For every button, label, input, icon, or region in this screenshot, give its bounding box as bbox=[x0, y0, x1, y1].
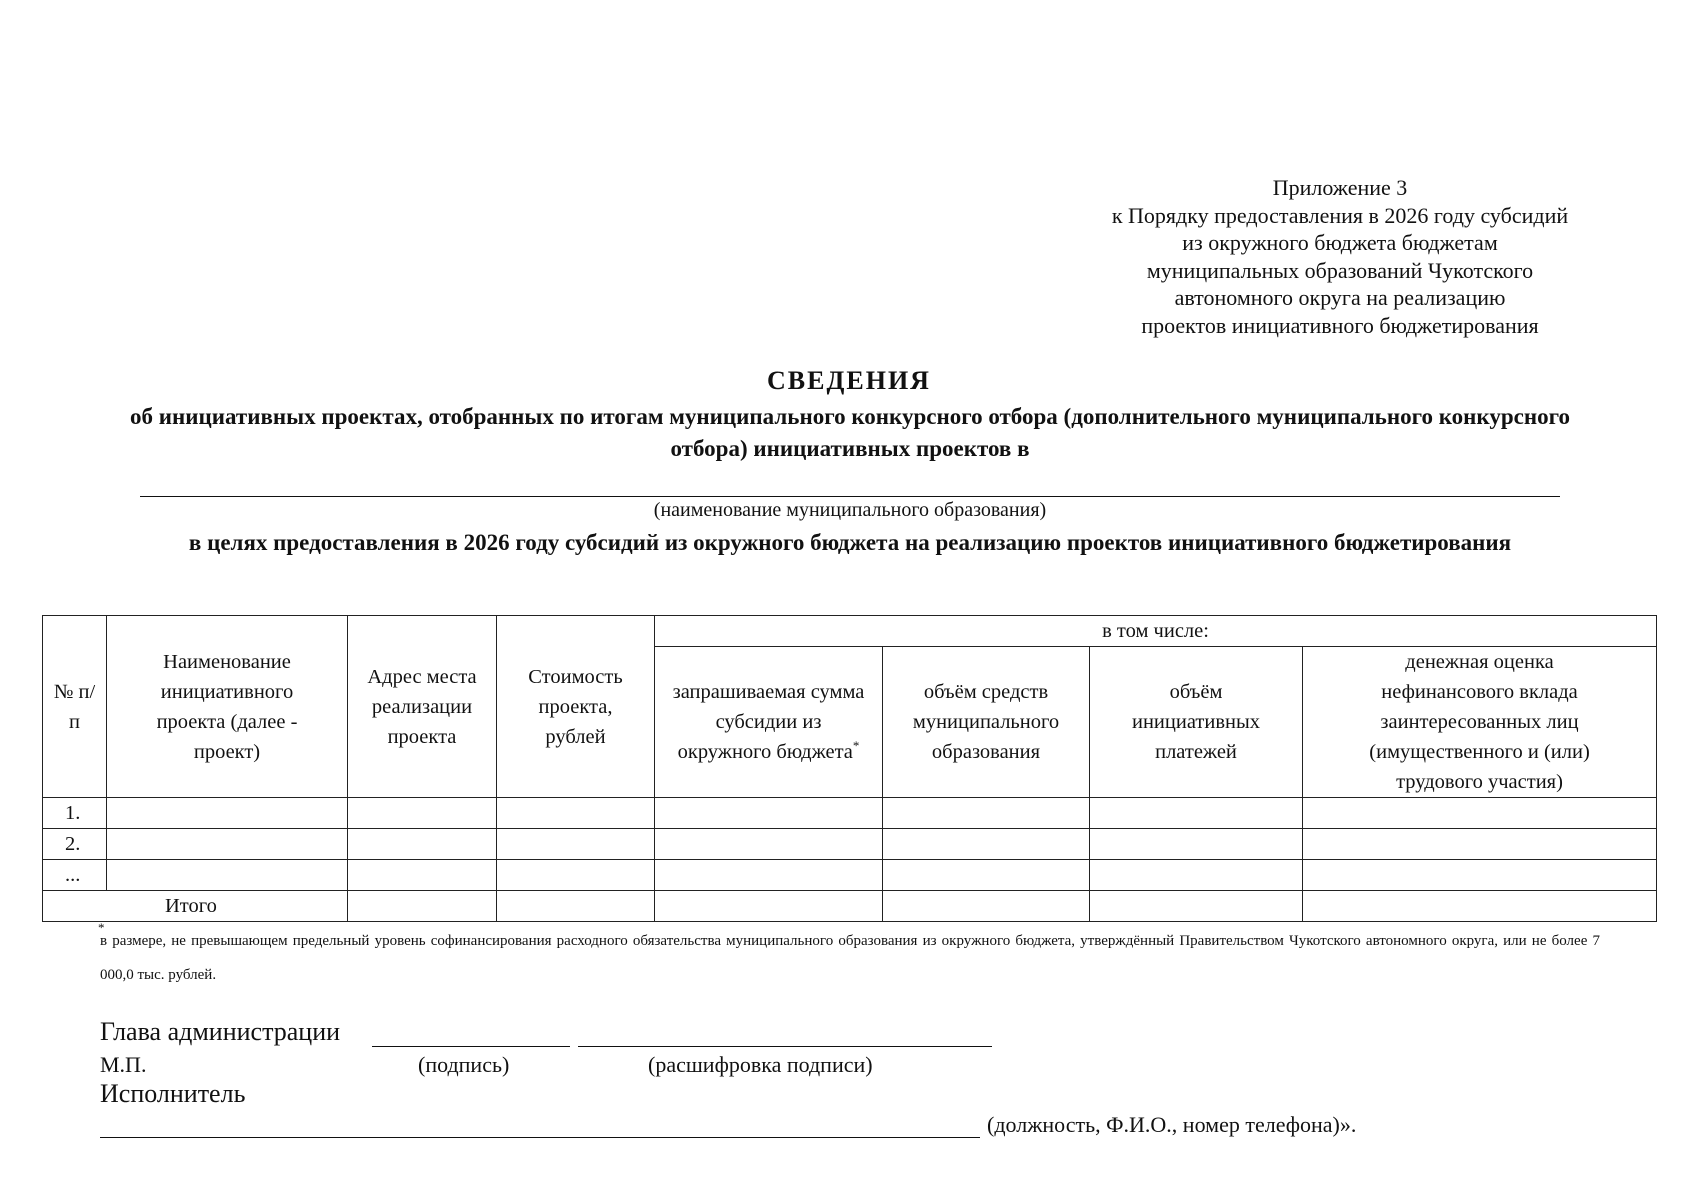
table-cell bbox=[655, 891, 883, 922]
table-cell bbox=[107, 860, 348, 891]
table-cell bbox=[1303, 860, 1657, 891]
table-cell bbox=[1303, 891, 1657, 922]
appendix-line: муниципальных образований Чукотского bbox=[1146, 257, 1534, 283]
header-address: Адрес места реализации проекта bbox=[348, 616, 497, 798]
table-cell bbox=[1090, 860, 1303, 891]
table-cell bbox=[497, 798, 655, 829]
signature-caption: (подпись) bbox=[418, 1052, 510, 1077]
table-cell bbox=[107, 829, 348, 860]
total-label: Итого bbox=[43, 891, 348, 922]
table-cell bbox=[348, 829, 497, 860]
table-cell bbox=[497, 829, 655, 860]
header-num: № п/п bbox=[43, 616, 107, 798]
footnote bbox=[98, 920, 1600, 992]
table-cell bbox=[348, 860, 497, 891]
table-cell bbox=[1090, 891, 1303, 922]
table-row bbox=[43, 860, 1657, 891]
table-row bbox=[43, 829, 1657, 860]
table-cell bbox=[1090, 829, 1303, 860]
signature-decode-line bbox=[578, 1046, 992, 1047]
appendix-line: к Порядку предоставления в 2026 году субсидий bbox=[1111, 202, 1569, 228]
table-total-row bbox=[43, 891, 1657, 922]
appendix-block bbox=[1080, 174, 1600, 339]
table-cell bbox=[883, 860, 1090, 891]
municipality-name-line bbox=[140, 496, 1560, 497]
projects-table bbox=[42, 615, 1657, 922]
appendix-line: автономного округа на реализацию bbox=[1174, 285, 1506, 310]
signature-decode-caption: (расшифровка подписи) bbox=[648, 1052, 873, 1077]
table-cell bbox=[348, 891, 497, 922]
table-cell bbox=[655, 798, 883, 829]
header-subsidy bbox=[655, 647, 883, 798]
document-purpose: в целях предоставления в 2026 году субсидий из окружного бюджета на реализацию проектов инициативного бюджетирования bbox=[188, 530, 1512, 555]
table-row bbox=[43, 798, 1657, 829]
table-cell bbox=[655, 860, 883, 891]
table-cell bbox=[348, 798, 497, 829]
header-group-including: в том числе: bbox=[655, 616, 1657, 647]
appendix-line: проектов инициативного бюджетирования bbox=[1141, 312, 1539, 338]
header-subsidy-text: запрашиваемая сумма субсидии из окружного бюджета bbox=[672, 681, 865, 763]
table-cell bbox=[655, 829, 883, 860]
document-title: СВЕДЕНИЯ bbox=[767, 366, 931, 395]
municipality-name-caption: (наименование муниципального образования) bbox=[653, 499, 1047, 521]
header-cost: Стоимость проекта, рублей bbox=[497, 616, 655, 798]
table-cell bbox=[883, 891, 1090, 922]
table-cell bbox=[1303, 798, 1657, 829]
signature-line bbox=[372, 1046, 570, 1047]
row-number: ... bbox=[43, 860, 107, 891]
table-cell bbox=[497, 860, 655, 891]
header-subsidy-mark: * bbox=[852, 738, 860, 754]
appendix-line: Приложение 3 bbox=[1272, 175, 1408, 200]
executor-label: Исполнитель bbox=[100, 1079, 246, 1108]
executor-caption: (должность, Ф.И.О., номер телефона)». bbox=[987, 1112, 1357, 1137]
table-cell bbox=[1090, 798, 1303, 829]
appendix-line: из окружного бюджета бюджетам bbox=[1182, 230, 1498, 255]
row-number: 1. bbox=[43, 798, 107, 829]
footnote-text: в размере, не превышающем предельный уровень софинансирования расходного обязательства муниципального образования из окружного бюджета, утверждённый Правительством Чукотского автономного округа, или не более 7 000,0 тыс. рублей. bbox=[100, 933, 1600, 983]
table-cell bbox=[1303, 829, 1657, 860]
header-municipal-funds: объём средств муниципального образования bbox=[883, 647, 1090, 798]
table-cell bbox=[107, 798, 348, 829]
head-of-administration-label: Глава администрации bbox=[100, 1017, 341, 1046]
table-cell bbox=[497, 891, 655, 922]
table-cell bbox=[883, 798, 1090, 829]
header-project-name: Наименование инициативного проекта (далее - проект) bbox=[107, 616, 348, 798]
table-cell bbox=[883, 829, 1090, 860]
document-subtitle: об инициативных проектах, отобранных по итогам муниципального конкурсного отбора (дополнительного муниципального конкурсного отбора) инициативных проектов в bbox=[130, 404, 1570, 461]
header-initiative-payments: объём инициативных платежей bbox=[1090, 647, 1303, 798]
row-number: 2. bbox=[43, 829, 107, 860]
header-nonfinancial-contribution: денежная оценка нефинансового вклада заинтересованных лиц (имущественного и (или) трудового участия) bbox=[1303, 647, 1657, 798]
footnote-mark: * bbox=[98, 920, 105, 935]
seal-label: М.П. bbox=[100, 1052, 147, 1077]
executor-line bbox=[100, 1137, 980, 1138]
